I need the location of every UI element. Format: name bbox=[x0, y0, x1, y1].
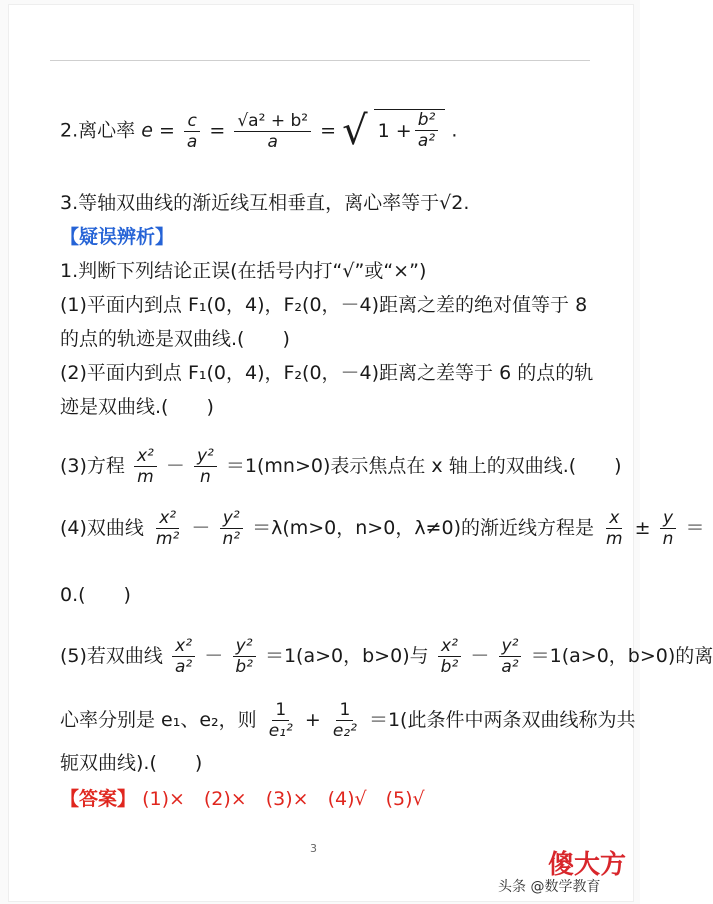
fraction-x2-b2: $\frac{\text{x²}}{\text{b²}}$ bbox=[438, 636, 462, 677]
big-sqrt: √ bbox=[342, 108, 368, 154]
fraction-x2-m2: $\frac{\text{x²}}{\text{m²}}$ bbox=[155, 508, 180, 549]
fraction-x2-a2: $\frac{\text{x²}}{\text{a²}}$ bbox=[172, 636, 195, 677]
q5-line1: (5)若双曲线 $\frac{\text{x²}}{\text{a²}}$ － $\frac{\text{y²}}{\text{b²}}$ ＝1(a>0，b>0)与 $\frac{\text{x²}}{\text{b²}}$ － $\frac{\text{y²}}{\text{a²}}$ ＝1(a>0，b>0)的离 bbox=[60, 636, 713, 677]
sqrt-body: 1 + $\frac{\text{b²}}{\text{a²}}$ bbox=[374, 109, 446, 151]
fraction-b2-a2: $\frac{\text{b²}}{\text{a²}}$ bbox=[415, 110, 439, 151]
fraction-y2-a2: $\frac{\text{y²}}{\text{a²}}$ bbox=[498, 636, 521, 677]
fraction-x2-m: $\frac{\text{x²}}{m}$ bbox=[134, 446, 157, 487]
q2-line2: 迹是双曲线.( ) bbox=[60, 396, 214, 418]
q4-line1: (4)双曲线 $\frac{\text{x²}}{\text{m²}}$ － $\frac{\text{y²}}{\text{n²}}$ ＝λ(m>0，n>0，λ≠0)的渐近线方程是 $\frac{x}{m}$ ± $\frac{y}{n}$ ＝ bbox=[60, 508, 705, 549]
q1-line2: 的点的轨迹是双曲线.( ) bbox=[60, 328, 290, 350]
fraction-c-a: $\frac{c}{a}$ bbox=[184, 111, 200, 152]
page-number: 3 bbox=[310, 842, 317, 855]
fraction-sqrt-a2-b2-over-a: $\frac{\text{√a² + b²}}{a}$ bbox=[234, 111, 311, 152]
q5-line3: 轭双曲线).( ) bbox=[60, 752, 203, 774]
section-title: 【疑误辨析】 bbox=[60, 226, 175, 248]
answer-label: 【答案】 bbox=[60, 788, 137, 810]
answer-items: (1)× (2)× (3)× (4)√ (5)√ bbox=[142, 788, 425, 810]
fraction-y2-n: $\frac{\text{y²}}{n}$ bbox=[194, 446, 217, 487]
item-2-eccentricity: 2.离心率 e = $\frac{c}{a}$ = $\frac{\text{√a² + b²}}{a}$ = √ 1 + $\frac{\text{b²}}{\text{a²}}$ . bbox=[60, 108, 458, 154]
answer-line bbox=[60, 784, 425, 811]
header-rule bbox=[50, 60, 590, 61]
q2-line1: (2)平面内到点 F₁(0，4)，F₂(0，－4)距离之差等于 6 的点的轨 bbox=[60, 362, 594, 384]
item-3-equilateral: 3.等轴双曲线的渐近线互相垂直，离心率等于√2. bbox=[60, 192, 470, 214]
q1-line1: (1)平面内到点 F₁(0，4)，F₂(0，－4)距离之差的绝对值等于 8 bbox=[60, 294, 588, 316]
fraction-y2-b2: $\frac{\text{y²}}{\text{b²}}$ bbox=[232, 636, 256, 677]
q3-line: (3)方程 $\frac{\text{x²}}{m}$ － $\frac{\text{y²}}{n}$ ＝1(mn>0)表示焦点在 x 轴上的双曲线.( ) bbox=[60, 446, 622, 487]
fraction-1-e2sq: $\frac{1}{\text{e₂²}}$ bbox=[332, 700, 357, 741]
watermark-text: 头条 @数学教育 bbox=[498, 879, 601, 895]
watermark-logo: 傻大方 bbox=[548, 850, 627, 880]
q4-line2: 0.( ) bbox=[60, 584, 131, 606]
question-intro: 1.判断下列结论正误(在括号内打“√”或“×”) bbox=[60, 260, 427, 282]
fraction-x-m: $\frac{x}{m}$ bbox=[606, 508, 623, 549]
fraction-y-n: $\frac{y}{n}$ bbox=[660, 508, 677, 549]
fraction-y2-n2: $\frac{\text{y²}}{\text{n²}}$ bbox=[219, 508, 243, 549]
fraction-1-e1sq: $\frac{1}{\text{e₁²}}$ bbox=[268, 700, 293, 741]
q5-line2: 心率分别是 e₁、e₂，则 $\frac{1}{\text{e₁²}}$ + $\frac{1}{\text{e₂²}}$ ＝1(此条件中两条双曲线称为共 bbox=[60, 700, 636, 741]
